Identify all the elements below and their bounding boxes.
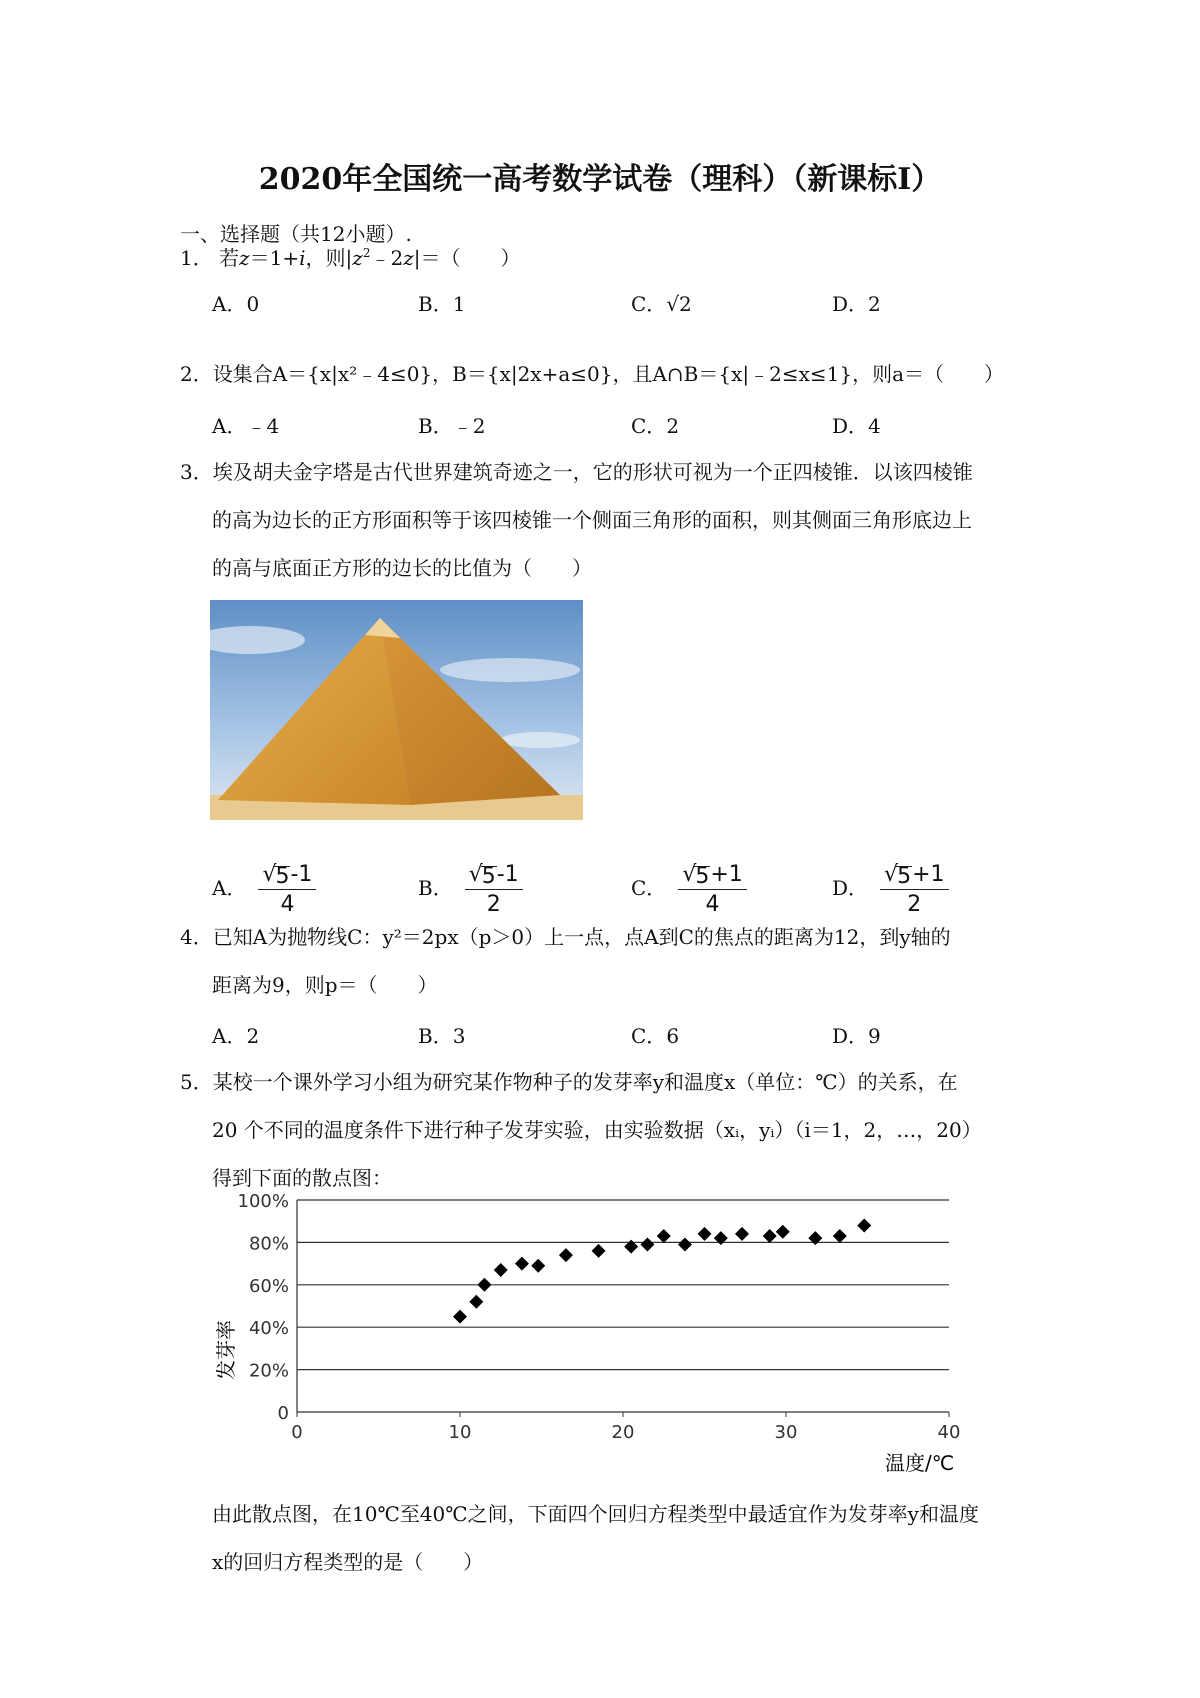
q1-var: z bbox=[352, 246, 363, 270]
x-tick-label: 40 bbox=[937, 1422, 961, 1443]
q4-line-2: 距离为9，则p＝（ ） bbox=[212, 973, 438, 997]
sqrt-icon: √ bbox=[468, 862, 483, 887]
data-point bbox=[776, 1225, 790, 1239]
option-value: √2 bbox=[666, 292, 692, 316]
question-number: 4． bbox=[180, 925, 213, 949]
data-point bbox=[515, 1257, 529, 1271]
denominator: 2 bbox=[486, 892, 501, 917]
q1-exponent: 2 bbox=[362, 246, 371, 260]
q2-option-a[interactable] bbox=[212, 410, 279, 439]
y-tick-label: 40% bbox=[248, 1318, 289, 1340]
operand: +1 bbox=[912, 862, 945, 887]
x-tick-label: 10 bbox=[448, 1422, 472, 1443]
operand: -1 bbox=[290, 862, 313, 887]
data-point bbox=[714, 1231, 728, 1245]
q3-option-a[interactable] bbox=[212, 862, 316, 917]
x-tick-label: 20 bbox=[611, 1422, 635, 1443]
option-label: D． bbox=[832, 876, 869, 900]
q2-option-b[interactable] bbox=[418, 410, 485, 439]
q2-option-c[interactable] bbox=[631, 410, 679, 439]
fraction bbox=[880, 862, 948, 917]
x-axis-ticks bbox=[291, 1412, 960, 1443]
option-value: 1 bbox=[452, 292, 466, 316]
q3-line-2: 的高为边长的正方形面积等于该四棱锥一个侧面三角形的面积，则其侧面三角形底边上 bbox=[212, 508, 972, 532]
option-label: B． bbox=[418, 1024, 453, 1048]
q1-text: ，则| bbox=[305, 246, 353, 270]
option-value: 2 bbox=[868, 292, 881, 316]
q5-after-line-1: 由此散点图，在10℃至40℃之间，下面四个回归方程类型中最适宜作为发芽率y和温度 bbox=[212, 1502, 979, 1526]
option-value: ﹣2 bbox=[452, 414, 486, 438]
denominator: 2 bbox=[907, 892, 922, 917]
question-number: 3． bbox=[180, 460, 213, 484]
q3-line-3: 的高与底面正方形的边长的比值为（ ） bbox=[212, 556, 592, 580]
question-3 bbox=[180, 458, 973, 486]
data-point bbox=[735, 1227, 749, 1241]
fraction bbox=[258, 862, 316, 917]
y-tick-label: 20% bbox=[248, 1360, 289, 1382]
question-1 bbox=[180, 244, 521, 272]
radicand: 5 bbox=[275, 864, 290, 889]
q1-var: i bbox=[299, 246, 306, 270]
q1-option-c[interactable] bbox=[631, 288, 692, 317]
data-point bbox=[559, 1248, 573, 1262]
data-points bbox=[453, 1218, 871, 1323]
option-label: A． bbox=[212, 876, 247, 900]
x-axis-label: 温度/℃ bbox=[885, 1451, 955, 1475]
y-tick-label: 60% bbox=[248, 1275, 289, 1297]
q4-text: 已知A为抛物线C：y²＝2px（p＞0）上一点，点A到C的焦点的距离为12，到y轴的 bbox=[212, 925, 951, 949]
data-point bbox=[833, 1229, 847, 1243]
sqrt-icon: √ bbox=[682, 862, 697, 887]
option-value: 0 bbox=[246, 292, 260, 316]
data-point bbox=[477, 1278, 491, 1292]
y-tick-label: 100% bbox=[237, 1191, 289, 1212]
option-label: A． bbox=[212, 292, 247, 316]
q2-text: 设集合A＝{x|x²﹣4≤0}，B＝{x|2x+a≤0}，且A∩B＝{x|﹣2≤x≤1}，则a＝（ ） bbox=[212, 362, 1005, 386]
data-point bbox=[592, 1244, 606, 1258]
q2-option-d[interactable] bbox=[832, 410, 881, 439]
option-label: C． bbox=[631, 1024, 667, 1048]
q3-option-d[interactable] bbox=[832, 862, 949, 917]
q4-option-a[interactable] bbox=[212, 1020, 259, 1049]
fraction bbox=[465, 862, 523, 917]
option-value: 2 bbox=[666, 414, 680, 438]
q1-option-d[interactable] bbox=[832, 288, 881, 317]
scatter-chart bbox=[205, 1180, 1045, 1480]
data-point bbox=[808, 1231, 822, 1245]
option-label: C． bbox=[631, 876, 667, 900]
option-label: D． bbox=[832, 1024, 869, 1048]
sqrt-icon: √ bbox=[884, 862, 899, 887]
q3-option-b[interactable] bbox=[418, 862, 523, 917]
option-label: B． bbox=[418, 876, 453, 900]
pyramid-photo bbox=[210, 600, 583, 820]
data-point bbox=[678, 1238, 692, 1252]
option-value: 6 bbox=[666, 1024, 680, 1048]
data-point bbox=[531, 1259, 545, 1273]
y-axis-ticks bbox=[238, 1191, 289, 1424]
sqrt-icon: √ bbox=[262, 862, 277, 887]
q1-text: ＝1+ bbox=[249, 246, 300, 270]
question-5 bbox=[180, 1068, 958, 1096]
question-2 bbox=[180, 360, 1004, 388]
option-label: A． bbox=[212, 1024, 247, 1048]
q1-var: z bbox=[403, 246, 414, 270]
q3-text: 埃及胡夫金字塔是古代世界建筑奇迹之一，它的形状可视为一个正四棱锥．以该四棱锥 bbox=[212, 460, 973, 484]
data-point bbox=[624, 1240, 638, 1254]
option-value: ﹣4 bbox=[246, 414, 280, 438]
page-title: 2020年全国统一高考数学试卷（理科）（新课标Ⅰ） bbox=[258, 162, 942, 197]
x-tick-label: 30 bbox=[774, 1422, 798, 1443]
q5-line-3: 得到下面的散点图： bbox=[212, 1166, 392, 1190]
question-4 bbox=[180, 923, 951, 951]
q1-var: z bbox=[239, 246, 250, 270]
q5-after-line-2: x的回归方程类型的是（ ） bbox=[212, 1550, 484, 1574]
option-value: 2 bbox=[246, 1024, 260, 1048]
denominator: 4 bbox=[280, 892, 295, 917]
q1-option-a[interactable] bbox=[212, 288, 259, 317]
option-label: D． bbox=[832, 414, 869, 438]
fraction bbox=[678, 862, 746, 917]
option-value: 3 bbox=[452, 1024, 466, 1048]
radicand: 5 bbox=[897, 864, 912, 889]
cloud bbox=[500, 732, 580, 748]
q1-option-b[interactable] bbox=[418, 288, 465, 317]
radicand: 5 bbox=[481, 864, 496, 889]
y-tick-label: 80% bbox=[248, 1233, 289, 1255]
q4-option-d[interactable] bbox=[832, 1020, 881, 1049]
option-label: C． bbox=[631, 414, 667, 438]
q3-option-c[interactable] bbox=[631, 862, 747, 917]
q4-option-b[interactable] bbox=[418, 1020, 465, 1049]
question-number: 2． bbox=[180, 362, 213, 386]
y-axis-label: 发芽率 bbox=[214, 1320, 238, 1380]
operand: +1 bbox=[710, 862, 743, 887]
option-label: A． bbox=[212, 414, 247, 438]
q5-text: 某校一个课外学习小组为研究某作物种子的发芽率y和温度x（单位：℃）的关系，在 bbox=[212, 1070, 958, 1094]
data-point bbox=[494, 1263, 508, 1277]
option-label: B． bbox=[418, 414, 453, 438]
denominator: 4 bbox=[705, 892, 720, 917]
chart-grid bbox=[297, 1200, 949, 1412]
option-label: B． bbox=[418, 292, 453, 316]
y-tick-label: 0 bbox=[277, 1403, 289, 1424]
q4-option-c[interactable] bbox=[631, 1020, 679, 1049]
option-label: C． bbox=[631, 292, 667, 316]
data-point bbox=[640, 1238, 654, 1252]
operand: -1 bbox=[496, 862, 519, 887]
data-point bbox=[698, 1227, 712, 1241]
option-label: D． bbox=[832, 292, 869, 316]
data-point bbox=[657, 1229, 671, 1243]
q1-text: ﹣2 bbox=[370, 246, 404, 270]
radicand: 5 bbox=[695, 864, 710, 889]
option-value: 4 bbox=[868, 414, 881, 438]
data-point bbox=[469, 1295, 483, 1309]
data-point bbox=[453, 1310, 467, 1324]
q5-line-2: 20 个不同的温度条件下进行种子发芽实验，由实验数据（xᵢ，yᵢ）（i＝1，2，…，20） bbox=[212, 1118, 982, 1142]
cloud bbox=[440, 658, 580, 682]
option-value: 9 bbox=[868, 1024, 881, 1048]
x-tick-label: 0 bbox=[291, 1422, 303, 1443]
section-heading: 一、选择题（共12小题）. bbox=[180, 222, 412, 246]
q1-text: 若 bbox=[219, 246, 240, 270]
data-point bbox=[763, 1229, 777, 1243]
q1-text: |＝（ ） bbox=[413, 246, 521, 270]
question-number: 5． bbox=[180, 1070, 213, 1094]
data-point bbox=[857, 1218, 871, 1232]
question-number: 1． bbox=[180, 246, 213, 270]
